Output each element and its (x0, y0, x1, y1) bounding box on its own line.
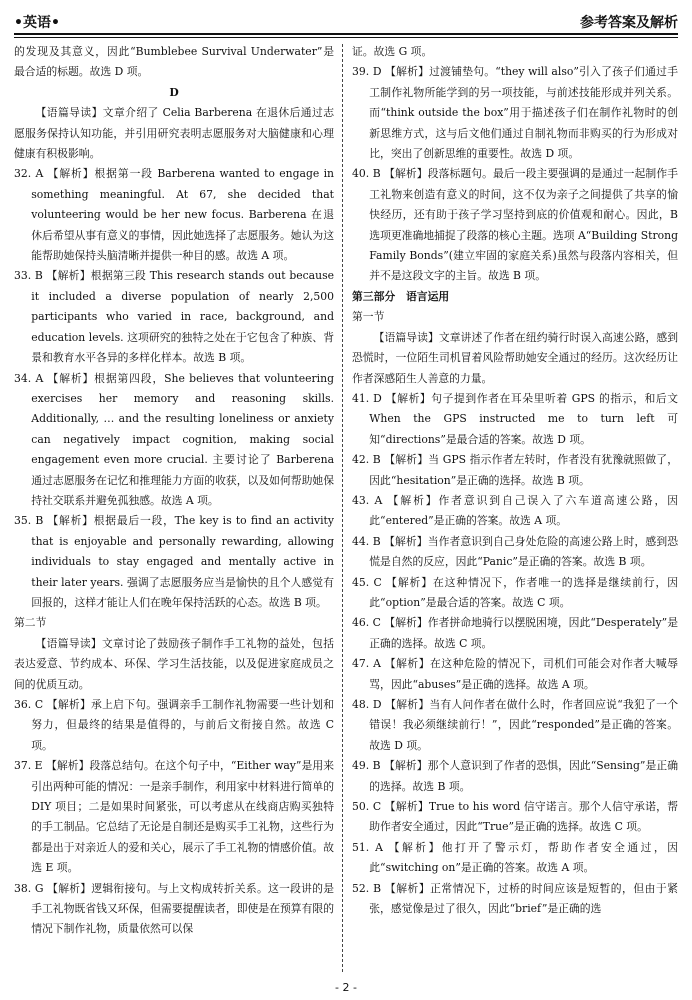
column-divider (342, 44, 343, 972)
header-rule-thick (14, 33, 678, 35)
passage-guide: 【语篇导读】文章介绍了 Celia Barberena 在退休后通过志愿服务保持认知功能，并引用研究表明志愿服务对大脑健康和心理健康有积极影响。 (14, 106, 334, 161)
passage-guide: 【语篇导读】文章讲述了作者在纽约骑行时误入高速公路，感到恐慌时，一位陌生司机冒着风险帮助她安全通过的经历。这次经历让作者深感陌生人善意的力量。 (352, 330, 678, 385)
answer-item: 47. A 【解析】在这种危险的情况下，司机们可能会对作者大喊辱骂，因此“abuses”是正确的选择。故选 A 项。 (352, 657, 678, 691)
answer-item: 38. G 【解析】逻辑衔接句。与上文构成转折关系。这一段讲的是手工礼物既省钱又环保，但需要提醒读者，即使是在预算有限的情况下制作礼物，质量依然可以保 (14, 881, 334, 936)
page-header (14, 6, 678, 32)
answer-item: 46. C 【解析】作者拼命地骑行以摆脱困境，因此“Desperately”是正确的选择。故选 C 项。 (352, 616, 678, 650)
answer-item: 45. C 【解析】在这种情况下，作者唯一的选择是继续前行，因此“option”是最合适的答案。故选 C 项。 (352, 575, 678, 609)
answer-item: 35. B 【解析】根据最后一段，The key is to find an activity that is enjoyable and personally rewarding, allowing individuals to stay engaged and mentally active in their later years. 强调了志愿服务应当是愉快的且个人感觉有回报的，这样才能让人们在晚年保持活跃的心态。故选 B 项。 (14, 514, 334, 609)
answer-item: 39. D 【解析】过渡铺垫句。“they will also”引入了孩子们通过手工制作礼物所能学到的另一项技能，与前述技能形成并列关系。而“think outside the box”用于描述孩子们在制作礼物时的创新思维方式，这与后文他们通过自制礼物而非购买的行为形成对比，突出了创新思维的重要性。故选 D 项。 (352, 65, 678, 161)
section-heading: 第三部分 语言运用 (352, 289, 450, 303)
page-number: - 2 - (335, 981, 357, 994)
answer-item: 41. D 【解析】句子提到作者在耳朵里听着 GPS 的指示，和后文 When the GPS instructed me to turn left 可知“directions”是最合适的答案。故选 D 项。 (352, 391, 678, 446)
answer-item: 50. C 【解析】True to his word 信守诺言。那个人信守承诺，帮助作者安全通过，因此“True”是正确的选择。故选 C 项。 (352, 800, 678, 834)
answer-item: 37. E 【解析】段落总结句。在这个句子中，“Either way”是用来引出两种可能的情况：一是亲手制作，利用家中材料进行简单的 DIY 项目；二是如果时间紧张，可以考虑从在线商店购买独特的手工制品。它总结了无论是自制还是购买手工礼物，这些行为都是出于对亲近人的爱和关心，展示了手工礼物的情感价值。故选 E 项。 (14, 759, 334, 875)
answer-item: 49. B 【解析】那个人意识到了作者的恐惧，因此“Sensing”是正确的选择。故选 B 项。 (352, 759, 678, 793)
text-block: D (169, 85, 179, 99)
section-heading: 第一节 (352, 310, 385, 324)
answer-item: 40. B 【解析】段落标题句。最后一段主要强调的是通过一起制作手工礼物来创造有意义的时间，这不仅为亲子之间提供了共享的愉快经历，还有助于孩子学习坚持到底的价值观和耐心。因此，B 选项更准确地捕捉了段落的核心主题。选项 A“Building Strong Family Bonds”(建立牢固的家庭关系)虽然与段落内容相关，但并不是这段文字的主旨。故选 B 项。 (352, 167, 678, 283)
answer-item: 34. A 【解析】根据第四段，She believes that volunteering exercises her memory and reasoning skills. Additionally, … and the resulting loneliness or anxiety can negatively impact cognition, making social engagement even more crucial. 主要讨论了 Barberena 通过志愿服务在记忆和推理能力方面的收获，以及如何帮助她保持社交联系并避免孤独感。故选 A 项。 (14, 371, 334, 507)
header-rule-thin (14, 37, 678, 38)
answer-item: 44. B 【解析】当作者意识到自己身处危险的高速公路上时，感到恐慌是自然的反应，因此“Panic”是正确的答案。故选 B 项。 (352, 534, 678, 569)
right-column (352, 42, 678, 974)
subject-label: •英语• (14, 15, 60, 31)
left-column (14, 42, 334, 974)
header-title: 参考答案及解析 (580, 15, 678, 31)
answer-item: 42. B 【解析】当 GPS 指示作者左转时，作者没有犹豫就照做了，因此“hesitation”是正确的选择。故选 B 项。 (352, 453, 678, 487)
answer-item: 43. A 【解析】作者意识到自己误入了六车道高速公路，因此“entered”是正确的答案。故选 A 项。 (352, 493, 678, 528)
answer-item: 51. A 【解析】他打开了警示灯，帮助作者安全通过，因此“switching on”是正确的答案。故选 A 项。 (352, 840, 678, 875)
answer-item: 52. B 【解析】正常情况下，过桥的时间应该是短暂的，但由于紧张，感觉像是过了很久，因此“brief”是正确的选 (352, 881, 678, 916)
passage-guide: 【语篇导读】文章讨论了鼓励孩子制作手工礼物的益处，包括表达爱意、节约成本、环保、学习生活技能，以及促进家庭成员之间的优质互动。 (14, 636, 334, 691)
answer-item: 48. D 【解析】当有人问作者在做什么时，作者回应说“我犯了一个错误！我必须继续前行！”，因此“responded”是正确的答案。故选 D 项。 (352, 698, 678, 752)
answer-item: 33. B 【解析】根据第三段 This research stands out because it included a diverse population of nearly 2,500 participants who varied in race, background, and education levels. 这项研究的独特之处在于它包含了种族、背景和教育水平各异的多样化样本。故选 B 项。 (14, 269, 334, 365)
section-heading: 第二节 (14, 616, 47, 630)
answer-item: 32. A 【解析】根据第一段 Barberena wanted to engage in something meaningful. At 67, she decided that volunteering would be her new focus. Barberena 在退休后希望从事有意义的事情，因此她选择了志愿服务。她认为这能帮助她保持头脑清晰并提供一种目的感。故选 A 项。 (14, 167, 334, 263)
text-block: 证。故选 G 项。 (352, 45, 433, 58)
text-block: 的发现及其意义，因此“Bumblebee Survival Underwater”是最合适的标题。故选 D 项。 (14, 45, 334, 79)
answer-item: 36. C 【解析】承上启下句。强调亲手工制作礼物需要一些计划和努力，但最终的结果是值得的，与前后文衔接自然。故选 C 项。 (14, 698, 334, 752)
